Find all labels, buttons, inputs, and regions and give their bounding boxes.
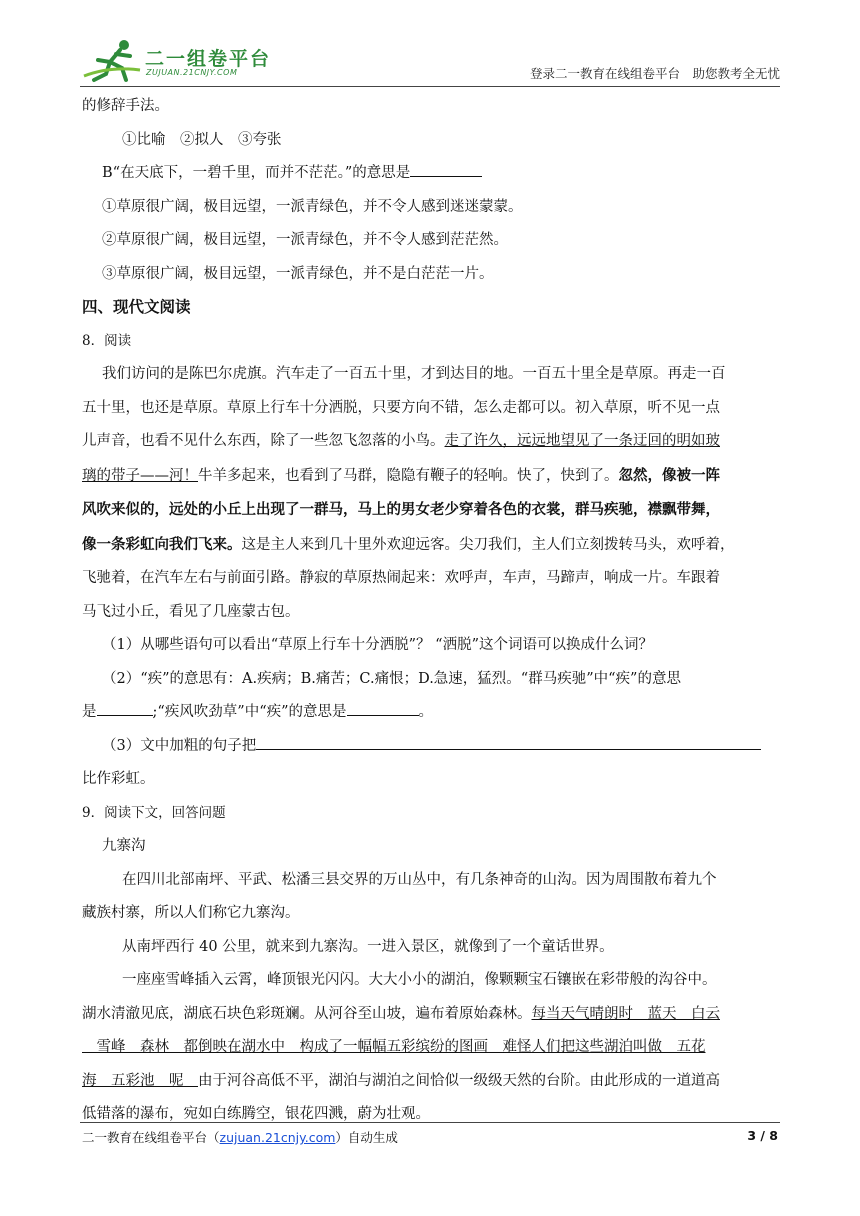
q7-b-option-1: ①草原很广阔，极目远望，一派青绿色，并不令人感到迷迷蒙蒙。 xyxy=(102,198,523,215)
header-divider xyxy=(80,86,780,87)
answer-blank[interactable] xyxy=(256,731,761,750)
document-body xyxy=(82,90,782,1132)
q8-passage-line xyxy=(82,493,782,528)
q7-options: ①比喻 ②拟人 ③夸张 xyxy=(122,131,282,148)
q9-passage-line: 湖水清澈见底，湖底石块色彩斑斓。从河谷至山坡，遍布着原始森林。每当天气晴朗时＿蓝天＿白云 xyxy=(82,1005,720,1022)
q9-passage-line: 在四川北部南坪、平武、松潘三县交界的万山丛中，有几条神奇的山沟。因为周围散布着九个 xyxy=(122,871,717,888)
footer-divider xyxy=(80,1122,780,1123)
footer-link[interactable]: zujuan.21cnjy.com xyxy=(219,1130,336,1145)
header-tagline: 登录二一教育在线组卷平台 助您教考全无忧 xyxy=(529,66,780,81)
q8-passage-line: 飞驰着，在汽车左右与前面引路。静寂的草原热闹起来：欢呼声，车声，马蹄声，响成一片。车跟着 xyxy=(82,570,720,586)
q8-passage-line: 璃的带子——河！牛羊多起来，也看到了马群，隐隐有鞭子的轻响。快了，快到了。忽然，像被一阵 xyxy=(82,466,720,484)
bold-sentence: 风吹来似的，远处的小丘上出现了一群马，马上的男女老少穿着各色的衣裳，群马疾驰，襟飘带舞， xyxy=(82,501,720,518)
q9-passage-line: 从南坪西行 40 公里，就来到九寨沟。一进入景区，就像到了一个童话世界。 xyxy=(122,938,614,955)
q9-passage-line: 一座座雪峰插入云霄，峰顶银光闪闪。大大小小的湖泊，像颗颗宝石镶嵌在彩带般的沟谷中。 xyxy=(122,972,717,988)
q8-sub-question-2: （2）“疾”的意思有：A.疾病；B.痛苦；C.痛恨；D.急速，猛烈。“群马疾驰”中“疾”的意思 xyxy=(102,670,681,687)
bold-sentence: 忽然，像被一阵 xyxy=(618,466,720,484)
bold-sentence: 像一条彩虹向我们飞来。 xyxy=(82,535,242,553)
site-logo[interactable] xyxy=(80,36,280,84)
underlined-sentence: 走了许久，远远地望见了一条迂回的明如玻 xyxy=(444,433,720,449)
answer-blank[interactable] xyxy=(347,697,419,716)
q8-sub-question-2-blanks: 是 ;“疾风吹劲草”中“疾”的意思是 。 xyxy=(82,696,782,730)
q8-sub-question-3-end: 比作彩虹。 xyxy=(82,771,155,787)
underlined-sentence: ＿雪峰＿森林＿都倒映在湖水中＿构成了一幅幅五彩缤纷的图画＿难怪人们把这些湖泊叫做＿五花 xyxy=(82,1039,706,1055)
q9-passage-line: 藏族村寨，所以人们称它九寨沟。 xyxy=(82,905,300,921)
q8-passage-line: 儿声音，也看不见什么东西，除了一些忽飞忽落的小鸟。走了许久，远远地望见了一条迂回的明如玻 xyxy=(82,433,720,449)
q8-label: 8．阅读 xyxy=(82,332,132,349)
q9-passage-line: 低错落的瀑布，宛如白练腾空，银花四溅，蔚为壮观。 xyxy=(82,1106,430,1122)
q8-passage-line: 我们访问的是陈巴尔虎旗。汽车走了一百五十里，才到达目的地。一百五十里全是草原。再走一百 xyxy=(102,366,726,382)
q9-label: 9．阅读下文，回答问题 xyxy=(82,804,226,821)
q7-b-question: B“在天底下，一碧千里，而并不茫茫。”的意思是 xyxy=(82,157,782,191)
q7-b-option-3: ③草原很广阔，极目远望，一派青绿色，并不是白茫茫一片。 xyxy=(102,265,494,282)
page-number: 3 / 8 xyxy=(747,1128,778,1143)
q9-title: 九寨沟 xyxy=(102,838,146,854)
q8-passage-line: 马飞过小丘，看见了几座蒙古包。 xyxy=(82,603,300,620)
q8-sub-question-3: （3）文中加粗的句子把 xyxy=(82,730,782,764)
q7-b-option-2: ②草原很广阔，极目远望，一派青绿色，并不令人感到茫茫然。 xyxy=(102,232,508,248)
logo-url: ZUJUAN.21CNJY.COM xyxy=(146,68,238,77)
underlined-sentence: 每当天气晴朗时＿蓝天＿白云 xyxy=(531,1005,720,1022)
section-title: 四、现代文阅读 xyxy=(82,298,191,316)
q9-passage-line: 海＿五彩池＿呢＿由于河谷高低不平，湖泊与湖泊之间恰似一级级天然的台阶。由此形成的一道道高 xyxy=(82,1072,720,1089)
logo-text: 二一组卷平台 xyxy=(145,48,272,70)
answer-blank[interactable] xyxy=(97,697,153,716)
running-figure-logo-icon xyxy=(80,36,144,84)
underlined-sentence: 海＿五彩池＿呢＿ xyxy=(82,1072,198,1089)
q8-passage-line: 像一条彩虹向我们飞来。这是主人来到几十里外欢迎远客。尖刀我们，主人们立刻拨转马头，欢呼着， xyxy=(82,535,735,553)
footer-source: 二一教育在线组卷平台（zujuan.21cnjy.com）自动生成 xyxy=(82,1130,398,1145)
q8-passage-line: 五十里，也还是草原。草原上行车十分洒脱，只要方向不错，怎么走都可以。初入草原，听不见一点 xyxy=(82,399,720,416)
page-header xyxy=(80,36,780,88)
q8-sub-question-1: （1）从哪些语句可以看出“草原上行车十分洒脱”？ “洒脱”这个词语可以换成什么词？ xyxy=(102,637,653,653)
q7-continuation: 的修辞手法。 xyxy=(82,98,169,114)
q9-passage-line xyxy=(82,1031,782,1065)
answer-blank[interactable] xyxy=(410,158,482,177)
underlined-sentence: 璃的带子——河！ xyxy=(82,467,198,484)
